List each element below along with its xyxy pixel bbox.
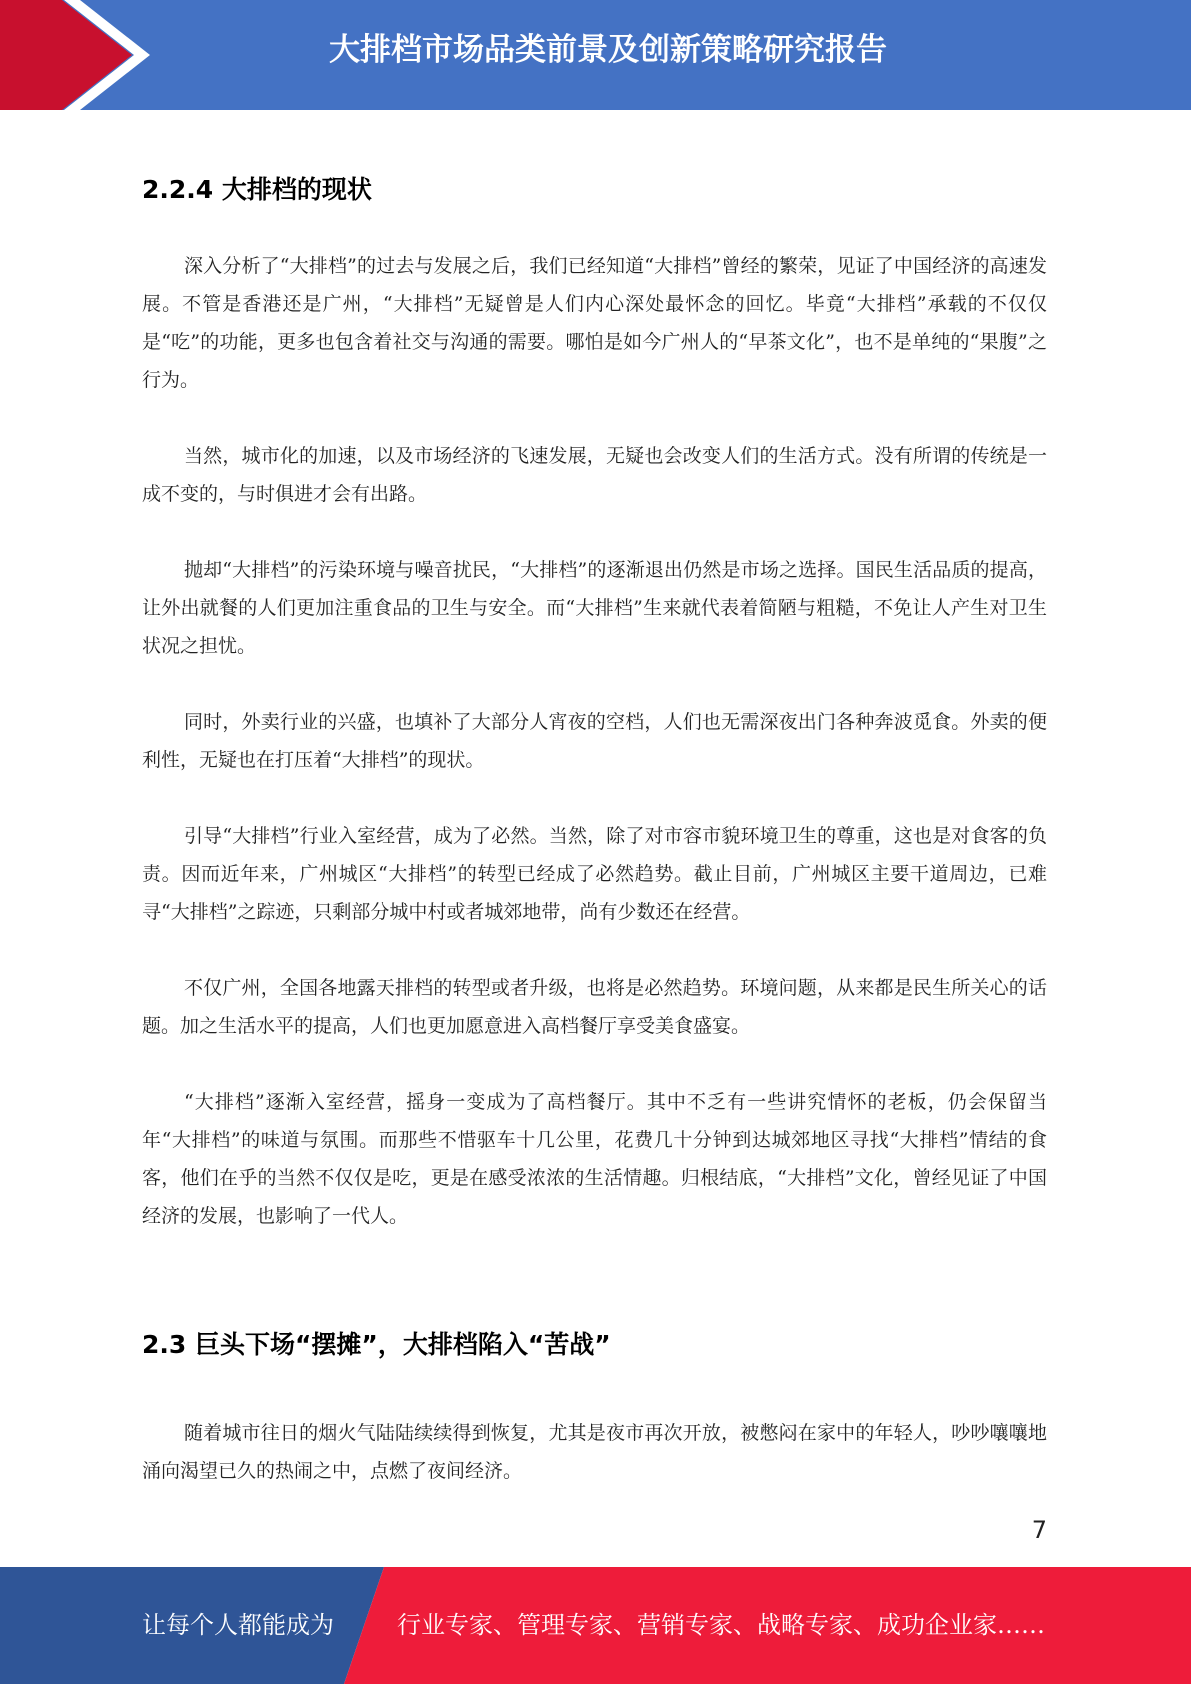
header-banner — [0, 0, 1191, 110]
paragraph: 随着城市往日的烟火气陆陆续续得到恢复，尤其是夜市再次开放，被憋闷在家中的年轻人，吵吵嚷嚷地涌向渴望已久的热闹之中，点燃了夜间经济。 — [142, 1422, 1047, 1482]
paragraph: 同时，外卖行业的兴盛，也填补了大部分人宵夜的空档，人们也无需深夜出门各种奔波觅食。外卖的便利性，无疑也在打压着“大排档”的现状。 — [142, 711, 1047, 771]
footer-slogan-right: 行业专家、管理专家、营销专家、战略专家、成功企业家…… — [397, 1611, 1045, 1639]
paragraph: 不仅广州，全国各地露天排档的转型或者升级，也将是必然趋势。环境问题，从来都是民生所关心的话题。加之生活水平的提高，人们也更加愿意进入高档餐厅享受美食盛宴。 — [142, 977, 1047, 1037]
section-heading-2-3: 2.3 巨头下场“摆摊”，大排档陷入“苦战” — [142, 1330, 611, 1359]
paragraph: 引导“大排档”行业入室经营，成为了必然。当然，除了对市容市貌环境卫生的尊重，这也是对食客的负责。因而近年来，广州城区“大排档”的转型已经成了必然趋势。截止目前，广州城区主要干道周边，已难寻“大排档”之踪迹，只剩部分城中村或者城郊地带，尚有少数还在经营。 — [142, 825, 1047, 923]
paragraph: 抛却“大排档”的污染环境与噪音扰民，“大排档”的逐渐退出仍然是市场之选择。国民生活品质的提高，让外出就餐的人们更加注重食品的卫生与安全。而“大排档”生来就代表着简陋与粗糙，不免让人产生对卫生状况之担忧。 — [142, 559, 1047, 657]
paragraph: 当然，城市化的加速，以及市场经济的飞速发展，无疑也会改变人们的生活方式。没有所谓的传统是一成不变的，与时俱进才会有出路。 — [142, 445, 1047, 505]
paragraph: 深入分析了“大排档”的过去与发展之后，我们已经知道“大排档”曾经的繁荣，见证了中国经济的高速发展。不管是香港还是广州，“大排档”无疑曾是人们内心深处最怀念的回忆。毕竟“大排档”承载的不仅仅是“吃”的功能，更多也包含着社交与沟通的需要。哪怕是如今广州人的“早茶文化”，也不是单纯的“果腹”之行为。 — [142, 255, 1047, 391]
page-number: 7 — [1031, 1516, 1047, 1544]
document-title: 大排档市场品类前景及创新策略研究报告 — [329, 32, 887, 68]
paragraph: “大排档”逐渐入室经营，摇身一变成为了高档餐厅。其中不乏有一些讲究情怀的老板，仍会保留当年“大排档”的味道与氛围。而那些不惜驱车十几公里，花费几十分钟到达城郊地区寻找“大排档”情结的食客，他们在乎的当然不仅仅是吃，更是在感受浓浓的生活情趣。归根结底，“大排档”文化，曾经见证了中国经济的发展，也影响了一代人。 — [142, 1091, 1047, 1227]
footer-slogan-left: 让每个人都能成为 — [142, 1611, 334, 1639]
section-heading-2-2-4: 2.2.4 大排档的现状 — [142, 175, 372, 204]
footer-banner — [0, 1567, 1191, 1684]
